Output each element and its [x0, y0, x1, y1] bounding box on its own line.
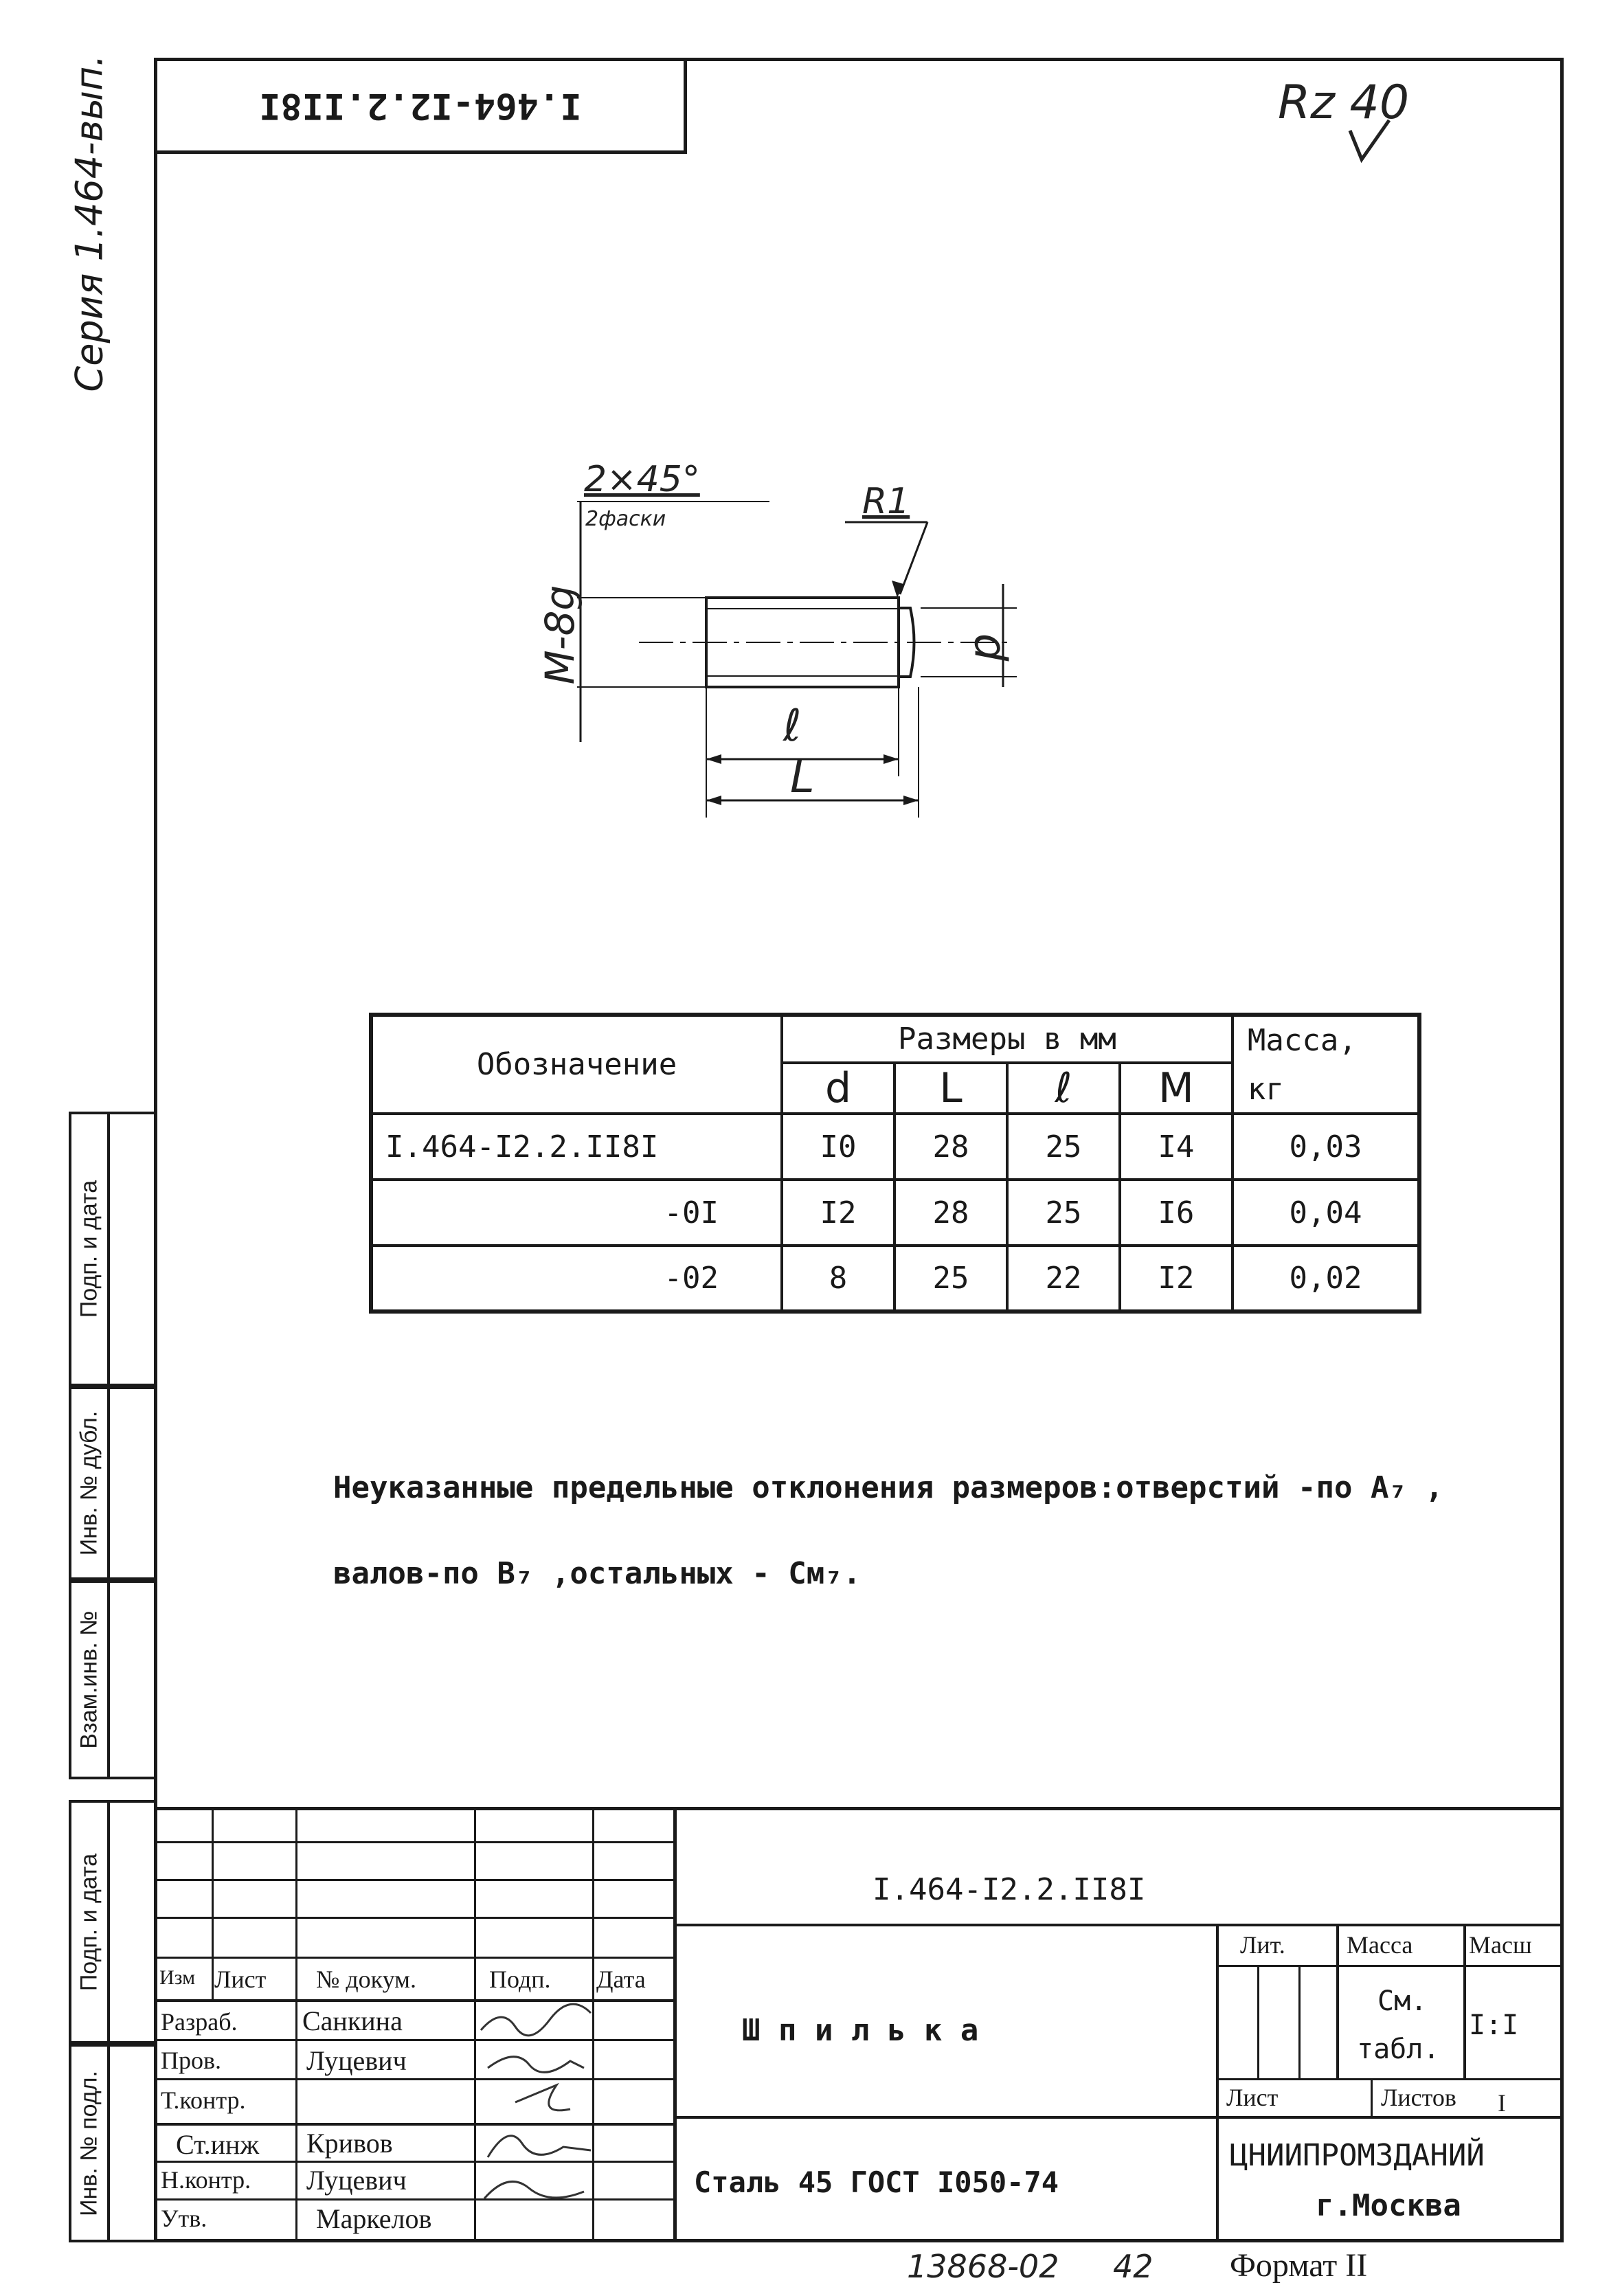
stamp-vzam-inv [69, 1580, 154, 1779]
tolerance-note-line2: валов-по B₇ ,остальных - Cм₇. [333, 1556, 862, 1591]
stamp-inv-podl-label: Инв. № подл. [76, 2070, 102, 2216]
stamp-vzam-inv-label: Взам.инв. № [76, 1610, 102, 1749]
col-doc: № докум. [316, 1966, 416, 1993]
header-col-d: d [782, 1063, 894, 1114]
row-M: I4 [1120, 1114, 1233, 1180]
row-mass: 0,02 [1233, 1246, 1419, 1312]
col-izm: Изм [159, 1966, 196, 1989]
margin-series-note [14, 54, 151, 392]
radius-label: R1 [862, 481, 910, 522]
mass-value-2: табл. [1357, 2034, 1440, 2065]
mass-label: Масса [1347, 1931, 1413, 1959]
roughness-check-icon [1347, 117, 1395, 165]
header-mass-label: Масса, [1247, 1022, 1357, 1058]
name-utv: Маркелов [316, 2203, 432, 2234]
margin-series-text: Серия 1.464-вып. [67, 54, 111, 392]
stamp-podp-data-2 [69, 1800, 154, 2044]
footer-order: 13868-02 [907, 2248, 1059, 2285]
role-stinzh: Ст.инж [176, 2129, 260, 2160]
diameter-label: d [964, 633, 1015, 662]
name-prov: Луцевич [306, 2045, 407, 2076]
row-designation: -0I [371, 1180, 782, 1246]
footer-page: 42 [1113, 2248, 1154, 2285]
role-utv: Утв. [161, 2205, 207, 2232]
stamp-inv-dubl [69, 1386, 154, 1580]
header-col-L: L [894, 1063, 1007, 1114]
name-nkontr: Луцевич [306, 2165, 407, 2196]
role-razrab: Разраб. [161, 2008, 238, 2036]
header-mass [1233, 1015, 1419, 1114]
row-L: 25 [894, 1246, 1007, 1312]
row-d: I0 [782, 1114, 894, 1180]
header-col-l: ℓ [1007, 1063, 1120, 1114]
stamp-inv-podl [69, 2044, 154, 2242]
org-name: ЦНИИПРОМЗДАНИЙ [1230, 2138, 1485, 2173]
scale-label: Масш [1469, 1931, 1532, 1959]
row-l: 22 [1007, 1246, 1120, 1312]
top-designation-text: I.464-I2.2.II8I [259, 85, 582, 126]
org-city: г.Москва [1316, 2188, 1461, 2223]
stamp-podp-data-2-label: Подп. и дата [76, 1853, 102, 1991]
name-razrab: Санкина [302, 2005, 403, 2036]
mass-value-1: См. [1377, 1985, 1428, 2017]
table-row [371, 1246, 1419, 1312]
length-l-label: ℓ [783, 701, 802, 752]
col-list: Лист [214, 1966, 267, 1993]
length-L-label: L [790, 752, 815, 803]
chamfer-label: 2×45° [584, 459, 700, 500]
top-designation-box [154, 58, 687, 154]
title-material: Сталь 45 ГОСТ I050-74 [694, 2165, 1059, 2199]
row-L: 28 [894, 1180, 1007, 1246]
role-prov: Пров. [161, 2047, 221, 2074]
stamp-inv-dubl-label: Инв. № дубл. [76, 1410, 102, 1556]
role-tkontr: Т.контр. [161, 2086, 246, 2114]
row-d: I2 [782, 1180, 894, 1246]
col-date: Дата [596, 1966, 646, 1993]
stamp-podp-data-1 [69, 1112, 154, 1386]
chamfer-note-label: 2фаски [585, 507, 666, 531]
title-part-name: Ш п и л ь к а [742, 2013, 979, 2048]
table-row [371, 1180, 1419, 1246]
role-nkontr: Н.контр. [161, 2166, 251, 2194]
lit-label: Лит. [1240, 1931, 1285, 1959]
sheet-label: Лист [1226, 2084, 1279, 2111]
spec-table [369, 1013, 1421, 1314]
header-col-M: M [1120, 1063, 1233, 1114]
row-d: 8 [782, 1246, 894, 1312]
row-mass: 0,03 [1233, 1114, 1419, 1180]
sheets-value: I [1498, 2089, 1506, 2117]
sheets-label: Листов [1381, 2084, 1456, 2111]
tolerance-note-line1: Неуказанные предельные отклонения размеров:отверстий -по A₇ , [333, 1470, 1443, 1505]
roughness-text: Rz 40 [1278, 76, 1410, 130]
row-designation: -02 [371, 1246, 782, 1312]
name-stinzh: Кривов [306, 2128, 393, 2159]
row-M: I6 [1120, 1180, 1233, 1246]
row-l: 25 [1007, 1114, 1120, 1180]
thread-label: M-8g [537, 585, 583, 685]
row-M: I2 [1120, 1246, 1233, 1312]
header-sizes: Размеры в мм [782, 1015, 1233, 1063]
table-row [371, 1114, 1419, 1180]
col-podp: Подп. [489, 1966, 551, 1993]
row-l: 25 [1007, 1180, 1120, 1246]
header-mass-unit: кг [1247, 1071, 1284, 1107]
signatures-graphic [474, 1999, 605, 2242]
footer-format: Формат II [1230, 2247, 1368, 2284]
row-designation: I.464-I2.2.II8I [371, 1114, 782, 1180]
row-L: 28 [894, 1114, 1007, 1180]
row-mass: 0,04 [1233, 1180, 1419, 1246]
header-designation: Обозначение [371, 1015, 782, 1114]
scale-value: I:I [1469, 2010, 1519, 2041]
title-designation: I.464-I2.2.II8I [873, 1872, 1146, 1907]
stamp-podp-data-1-label: Подп. и дата [76, 1180, 102, 1318]
